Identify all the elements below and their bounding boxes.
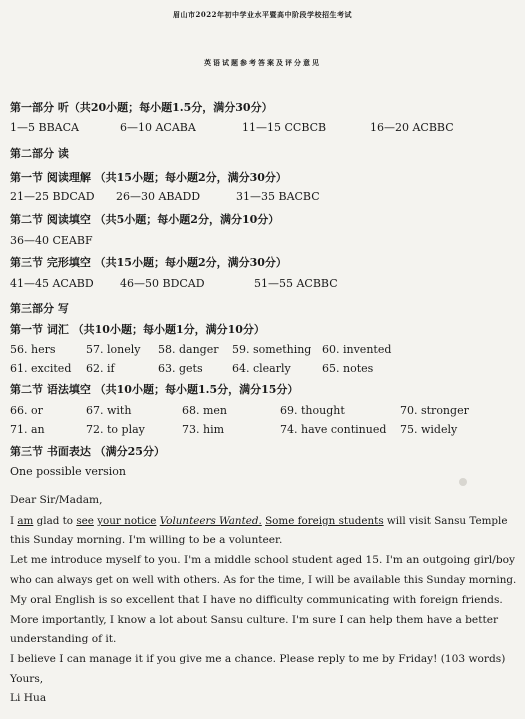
vocab-64: 64. clearly bbox=[232, 362, 291, 375]
essay-line-5: My oral English is so excellent that I have no difficulty communicating with foreign friends. bbox=[10, 594, 503, 606]
grammar-75: 75. widely bbox=[400, 423, 458, 436]
vocab-65: 65. notes bbox=[322, 362, 374, 375]
grammar-68: 68. men bbox=[182, 404, 228, 417]
essay-version-label: One possible version bbox=[10, 465, 126, 478]
grammar-73: 73. him bbox=[182, 423, 225, 436]
vocab-63: 63. gets bbox=[158, 362, 203, 375]
essay-underlined-text: am bbox=[17, 515, 34, 527]
grammar-70: 70. stronger bbox=[400, 404, 469, 417]
essay-closing: Yours, bbox=[10, 673, 44, 685]
part2-heading: 第二部分 读 bbox=[10, 147, 69, 160]
grammar-67: 67. with bbox=[86, 404, 132, 417]
vocab-56: 56. hers bbox=[10, 343, 56, 356]
essay-greeting: Dear Sir/Madam, bbox=[10, 494, 103, 506]
essay-line-7: understanding of it. bbox=[10, 633, 117, 645]
essay-underlined-text: see bbox=[76, 515, 94, 527]
answer-21-25: 21—25 BDCAD bbox=[10, 190, 95, 203]
essay-line-1 bbox=[10, 514, 507, 528]
part3-heading: 第三部分 写 bbox=[10, 302, 69, 315]
grammar-72: 72. to play bbox=[86, 423, 145, 436]
answer-16-20: 16—20 ACBBC bbox=[370, 121, 454, 134]
part3-section3-heading: 第三节 书面表达 （满分25分） bbox=[10, 445, 165, 458]
vocab-59: 59. something bbox=[232, 343, 312, 356]
essay-line-2: this Sunday morning. I'm willing to be a volunteer. bbox=[10, 534, 283, 546]
essay-underlined-text: Some foreign students bbox=[265, 515, 384, 527]
essay-line-4: who can always get on well with others. As for the time, I will be available this Sunday morning. bbox=[10, 574, 517, 586]
grammar-74: 74. have continued bbox=[280, 423, 387, 436]
answer-51-55: 51—55 ACBBC bbox=[254, 277, 338, 290]
vocab-62: 62. if bbox=[86, 362, 115, 375]
grammar-66: 66. or bbox=[10, 404, 43, 417]
essay-signature: Li Hua bbox=[10, 692, 47, 704]
part2-section3-heading: 第三节 完形填空 （共15小题；每小题2分，满分30分） bbox=[10, 256, 287, 269]
vocab-58: 58. danger bbox=[158, 343, 219, 356]
part3-section2-heading: 第二节 语法填空 （共10小题；每小题1.5分，满分15分） bbox=[10, 383, 299, 396]
part3-section1-heading: 第一节 词汇 （共10小题；每小题1分，满分10分） bbox=[10, 323, 265, 336]
essay-text: will visit Sansu Temple bbox=[383, 515, 508, 527]
essay-text: glad to bbox=[33, 515, 77, 527]
grammar-71: 71. an bbox=[10, 423, 45, 436]
essay-line-3: Let me introduce myself to you. I'm a middle school student aged 15. I'm an outgoing girl/boy bbox=[10, 554, 516, 566]
answer-36-40: 36—40 CEABF bbox=[10, 234, 93, 247]
document-subtitle: 英语试题参考答案及评分意见 bbox=[204, 58, 321, 67]
vocab-57: 57. lonely bbox=[86, 343, 141, 356]
essay-line-6: More importantly, I know a lot about Sansu culture. I'm sure I can help them have a better bbox=[10, 614, 499, 626]
essay-underlined-text: your notice bbox=[97, 515, 157, 527]
answer-6-10: 6—10 ACABA bbox=[120, 121, 196, 134]
essay-line-8: I believe I can manage it if you give me a chance. Please reply to me by Friday! (103 words) bbox=[10, 653, 506, 665]
answer-41-45: 41—45 ACABD bbox=[10, 277, 94, 290]
part2-section1-heading: 第一节 阅读理解 （共15小题；每小题2分，满分30分） bbox=[10, 171, 287, 184]
grammar-69: 69. thought bbox=[280, 404, 345, 417]
exam-title: 眉山市2022年初中学业水平暨高中阶段学校招生考试 bbox=[173, 10, 352, 19]
answer-1-5: 1—5 BBACA bbox=[10, 121, 79, 134]
vocab-61: 61. excited bbox=[10, 362, 72, 375]
answer-26-30: 26—30 ABADD bbox=[116, 190, 201, 203]
part2-section2-heading: 第二节 阅读填空 （共5小题；每小题2分，满分10分） bbox=[10, 213, 280, 226]
answer-31-35: 31—35 BACBC bbox=[236, 190, 320, 203]
answer-11-15: 11—15 CCBCB bbox=[242, 121, 327, 134]
answer-46-50: 46—50 BDCAD bbox=[120, 277, 205, 290]
scan-speck bbox=[459, 478, 467, 486]
essay-text: I bbox=[10, 515, 18, 527]
essay-notice-title: Volunteers Wanted. bbox=[159, 515, 262, 527]
part1-heading: 第一部分 听（共20小题；每小题1.5分，满分30分） bbox=[10, 101, 273, 114]
vocab-60: 60. invented bbox=[322, 343, 392, 356]
